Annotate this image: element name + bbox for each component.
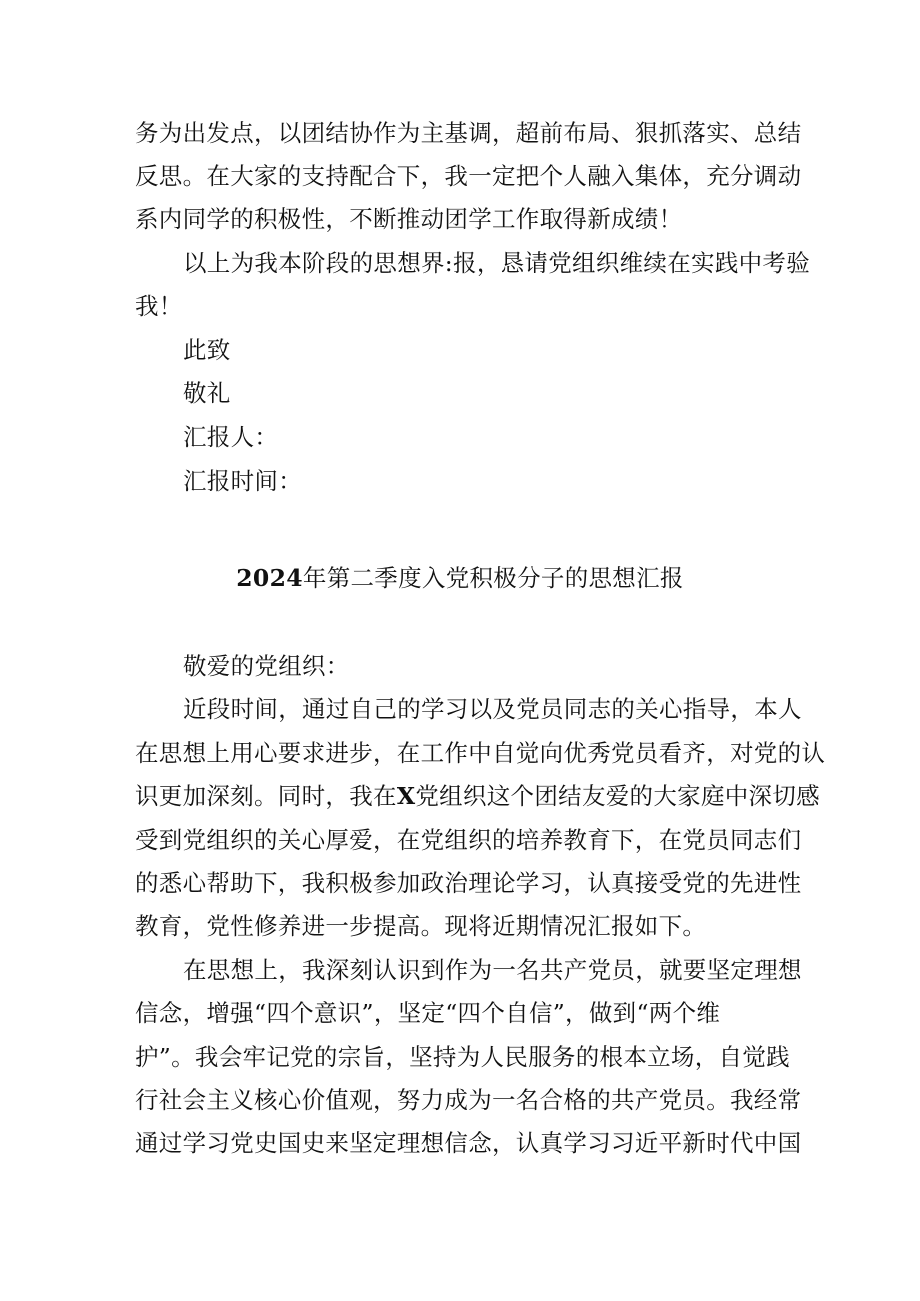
text-line: 我！ [135,292,183,320]
text-line: 受到党组织的关心厚爱，在党组织的培养教育下，在党员同志们 [135,826,802,854]
text-line: 教育，党性修养进一步提高。现将近期情况汇报如下。 [135,912,707,940]
text-line: 通过学习党史国史来坚定理想信念，认真学习习近平新时代中国 [135,1129,802,1157]
text-line: 反思。在大家的支持配合下，我一定把个人融入集体，充分调动 [135,162,802,190]
text-line: 信念，增强“四个意识”，坚定“四个自信”，做到“两个维 [135,999,721,1027]
report-time-line: 汇报时间： [183,467,302,495]
text-line: 护”。我会牢记党的宗旨，坚持为人民服务的根本立场，自觉践 [135,1043,790,1071]
closing-line: 此致 [183,336,231,364]
text-line: 以上为我本阶段的思想界:报，恳请党组织维续在实践中考验 [183,249,811,277]
text-line: 务为出发点，以团结协作为主基调，超前布局、狠抓落实、总结 [135,119,802,147]
salutation: 敬爱的党组织： [183,652,350,680]
text-line: 系内同学的积极性，不断推动团学工作取得新成绩！ [135,205,683,233]
text-line: 在思想上用心要求进步，在工作中自觉向优秀党员看齐，对党的认 [135,739,826,767]
text-segment: 识更加深刻。同时，我在 [135,782,397,810]
text-line: 在思想上，我深刻认识到作为一名共产党员，就要坚定理想 [183,956,802,984]
document-title [0,563,920,593]
title-year: 2024 [236,564,303,592]
organization-placeholder: X [396,782,416,810]
title-text: 年第二季度入党积极分子的思想汇报 [302,564,684,592]
text-line [135,781,820,811]
reporter-line: 汇报人： [183,423,279,451]
text-line: 近段时间，通过自己的学习以及党员同志的关心指导，本人 [183,695,802,723]
text-line: 行社会主义核心价值观，努力成为一名合格的共产党员。我经常 [135,1086,802,1114]
closing-line: 敬礼 [183,379,231,407]
text-line: 的悉心帮助下，我积极参加政治理论学习，认真接受党的先进性 [135,869,802,897]
text-segment: 党组织这个团结友爱的大家庭中深切感 [415,782,820,810]
